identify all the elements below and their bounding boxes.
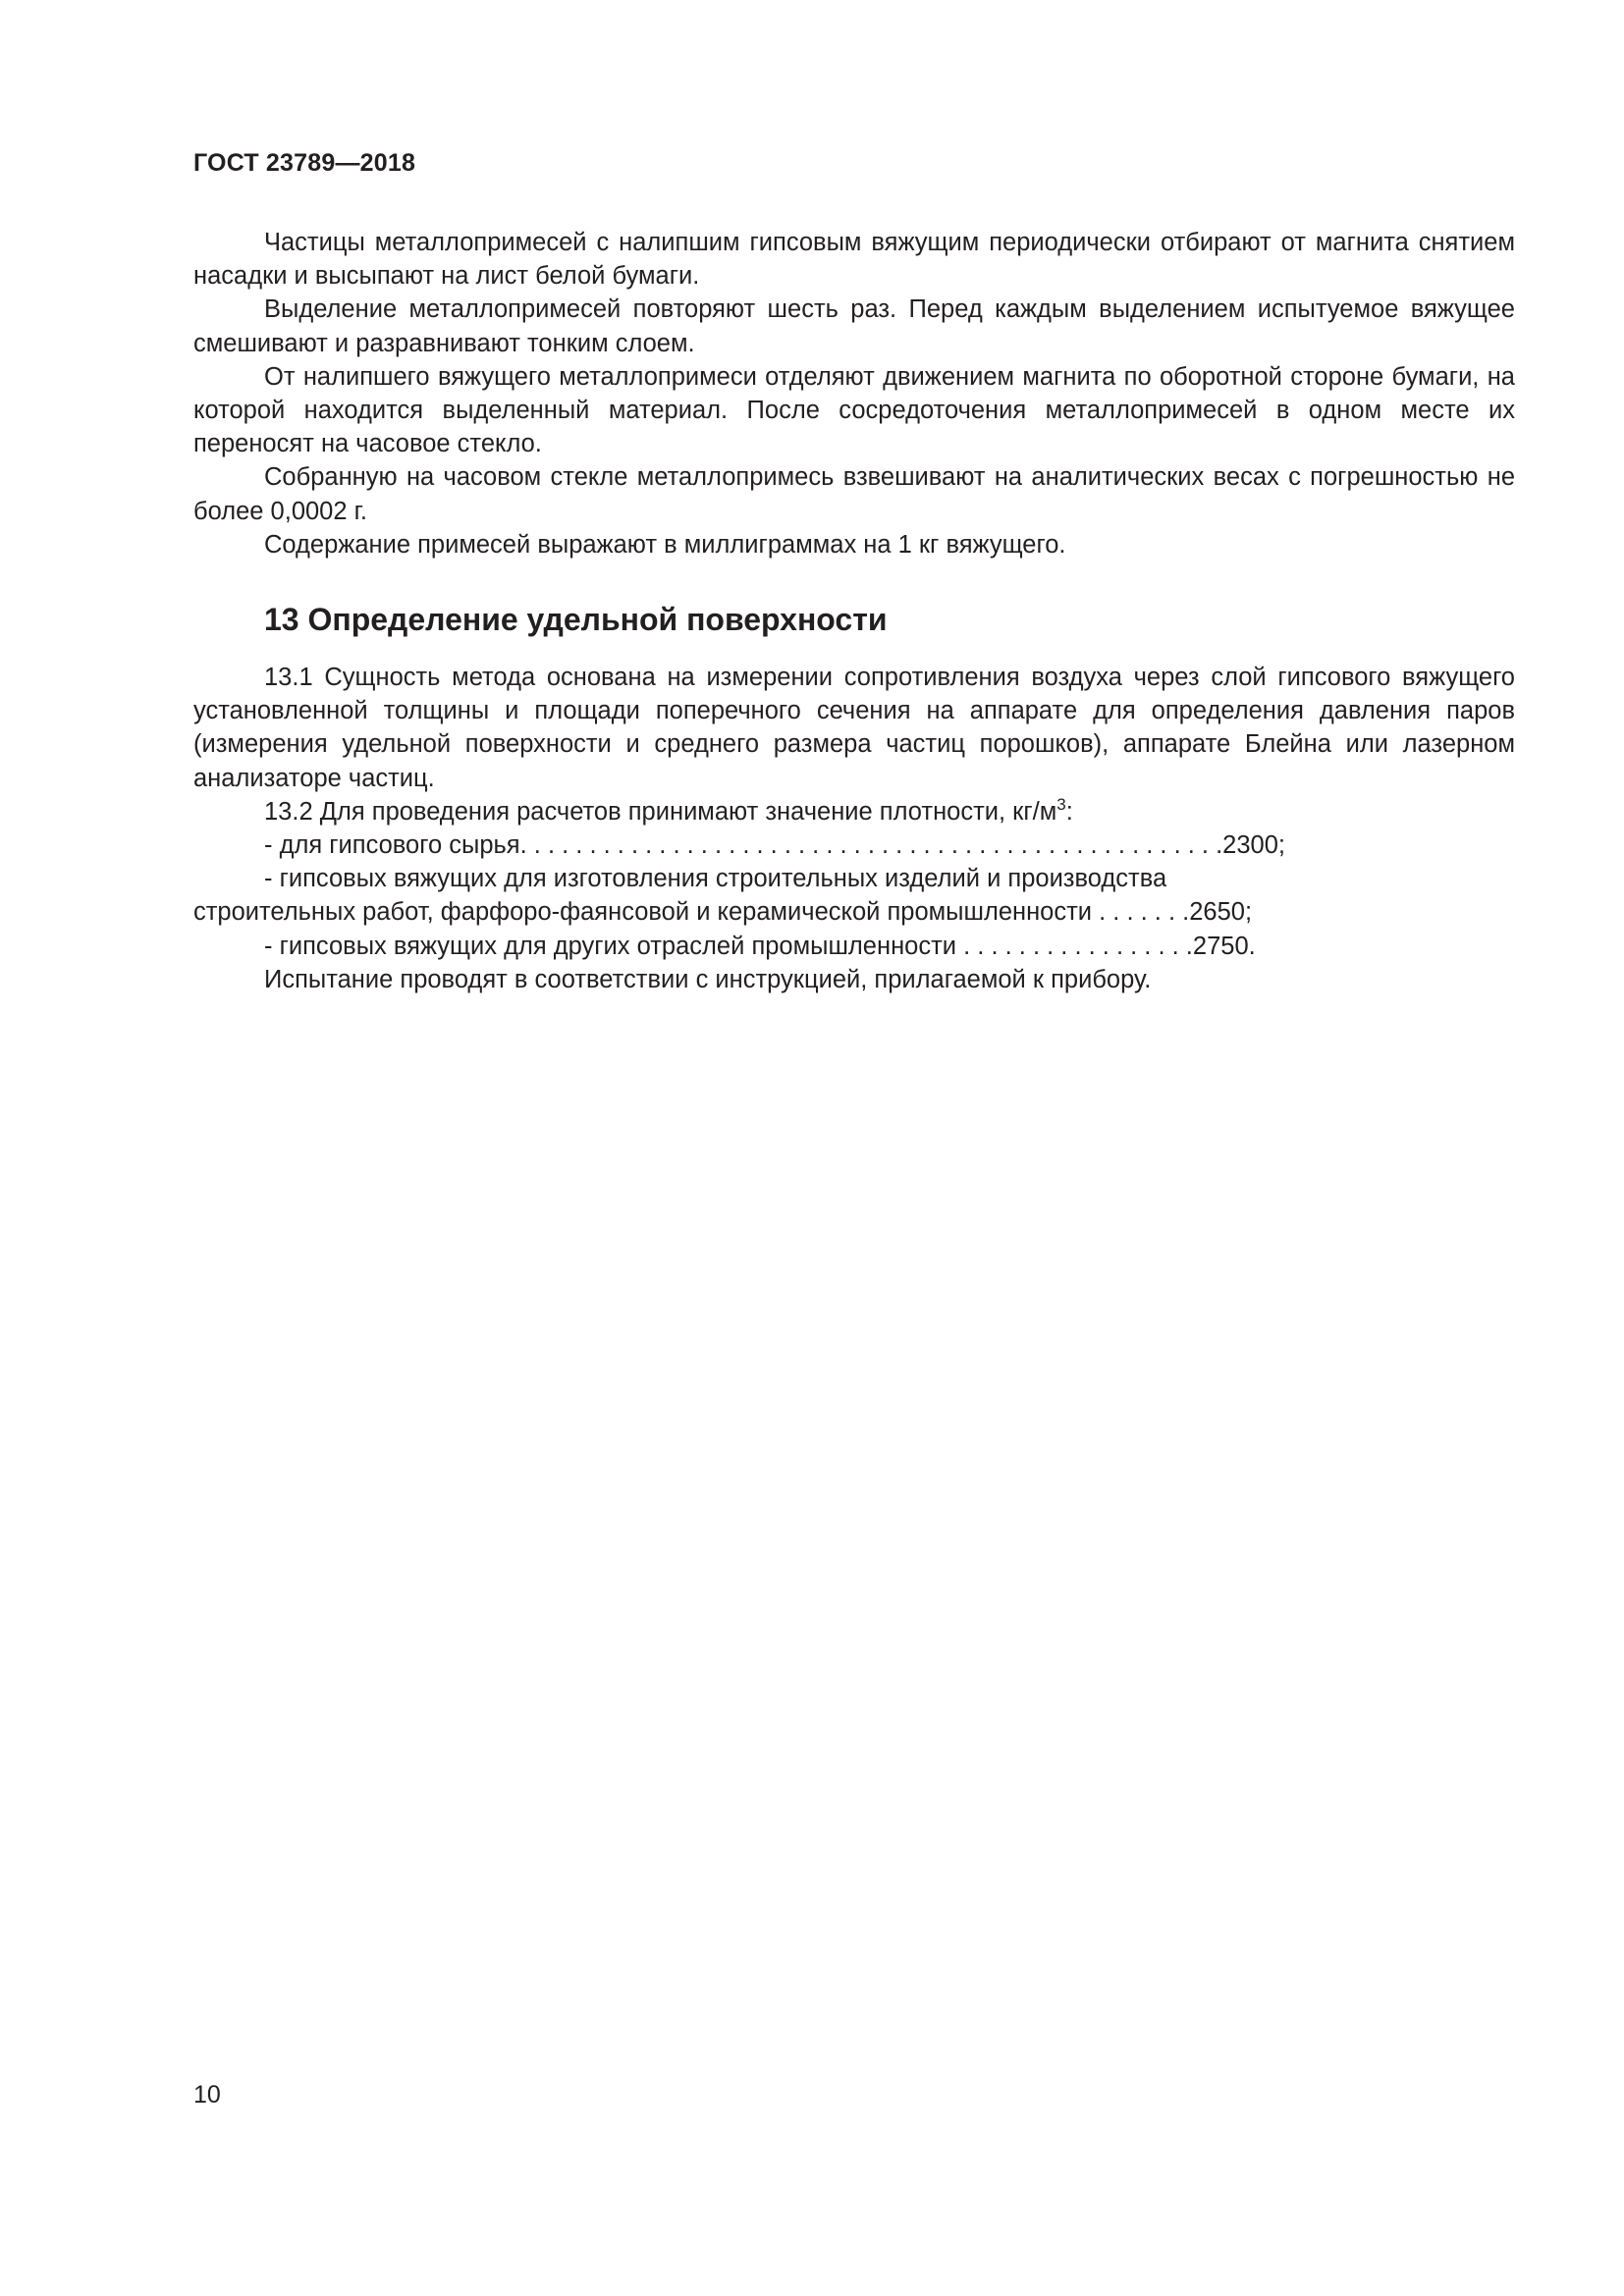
- intro-colon: :: [1065, 797, 1073, 826]
- density-item-raw: [193, 828, 1515, 862]
- density-item-other: [193, 930, 1515, 963]
- paragraph-separation: От налипшего вяжущего металлопримеси отделяют движением магнита по оборотной стороне бумаги, на которой находится выделенный материал. После сосредоточения металлопримесей в одном месте их переносят на часовое стекло.: [193, 362, 1515, 458]
- density-item-building-line2: [193, 895, 1515, 929]
- item-label: строительных работ, фарфоро-фаянсовой и керамической промышленности: [193, 898, 1093, 927]
- dot-leader: . . . . . . . . . . . . . . . . .: [956, 932, 1193, 960]
- dot-leader: . . . . . . . . . . . . . . . . . . . . . . . . . . . . . . . . . . . . . . . . . . . . . . . . . . .: [519, 831, 1223, 860]
- paragraph-13-2-intro: [193, 795, 1515, 828]
- paragraph-weighing: Собранную на часовом стекле металлопримесь взвешивают на аналитических весах с погрешностью не более 0,0002 г.: [193, 463, 1515, 525]
- item-label: - для гипсового сырья: [264, 831, 520, 860]
- dot-leader: . . . . . . .: [1092, 898, 1190, 927]
- density-item-building-line1: - гипсовых вяжущих для изготовления строительных изделий и производства: [264, 865, 1167, 893]
- item-value: 2750.: [1192, 932, 1256, 960]
- paragraph-13-1: 13.1 Сущность метода основана на измерении сопротивления воздуха через слой гипсового вяжущего установленной толщины и площади поперечного сечения на аппарате для определения давления паров (измерения удельной поверхности и среднего размера частиц порошков), аппарате Блейна или лазерном анализаторе частиц.: [193, 664, 1515, 792]
- paragraph-repeat: Выделение металлопримесей повторяют шесть раз. Перед каждым выделением испытуемое вяжущее смешивают и разравнивают тонким слоем.: [193, 295, 1515, 357]
- item-value: 2300;: [1222, 831, 1285, 860]
- item-value: 2650;: [1189, 898, 1253, 927]
- section-13-heading: 13 Определение удельной поверхности: [264, 602, 888, 638]
- standard-header: ГОСТ 23789—2018: [193, 149, 416, 177]
- item-label: - гипсовых вяжущих для других отраслей промышленности: [264, 932, 957, 960]
- body-text: [193, 226, 1515, 996]
- paragraph-particles: Частицы металлопримесей с налипшим гипсовым вяжущим периодически отбирают от магнита снятием насадки и высыпают на лист белой бумаги.: [193, 229, 1515, 291]
- intro-text: 13.2 Для проведения расчетов принимают значение плотности, кг/м: [264, 797, 1057, 826]
- paragraph-content: Содержание примесей выражают в миллиграммах на 1 кг вяжущего.: [264, 530, 1066, 559]
- paragraph-closing: Испытание проводят в соответствии с инструкцией, прилагаемой к прибору.: [264, 965, 1152, 993]
- page-number: 10: [193, 2081, 221, 2109]
- superscript-3: 3: [1056, 794, 1066, 814]
